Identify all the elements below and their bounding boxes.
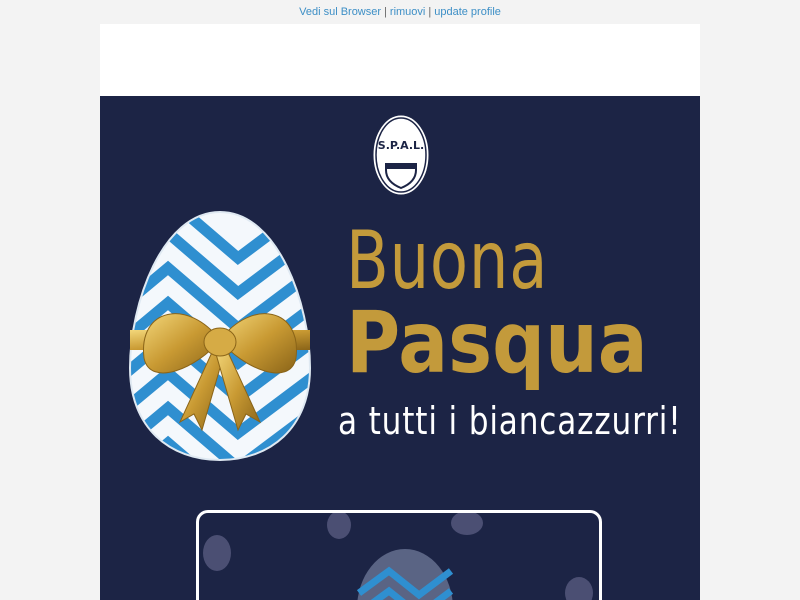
view-in-browser-link[interactable]: Vedi sul Browser <box>299 6 382 18</box>
email-top-spacer <box>100 24 700 96</box>
email-body <box>100 24 700 600</box>
headline-pasqua: Pasqua <box>346 293 648 393</box>
logo-text: S.P.A.L. <box>377 139 425 152</box>
easter-egg-with-bow <box>128 208 312 464</box>
spal-logo-icon <box>370 112 432 198</box>
headline-buona: Buona <box>346 214 549 307</box>
update-profile-link[interactable]: update profile <box>434 6 501 18</box>
easter-hero-banner <box>100 96 700 600</box>
headline-subtitle: a tutti i biancazzurri! <box>338 399 682 443</box>
remove-link[interactable]: rimuovi <box>389 6 426 18</box>
preheader-bar <box>0 0 800 24</box>
featured-card[interactable] <box>196 510 602 600</box>
card-egg-pattern <box>199 513 599 600</box>
preheader-separator: | <box>428 6 432 18</box>
preheader-separator: | <box>384 6 387 18</box>
